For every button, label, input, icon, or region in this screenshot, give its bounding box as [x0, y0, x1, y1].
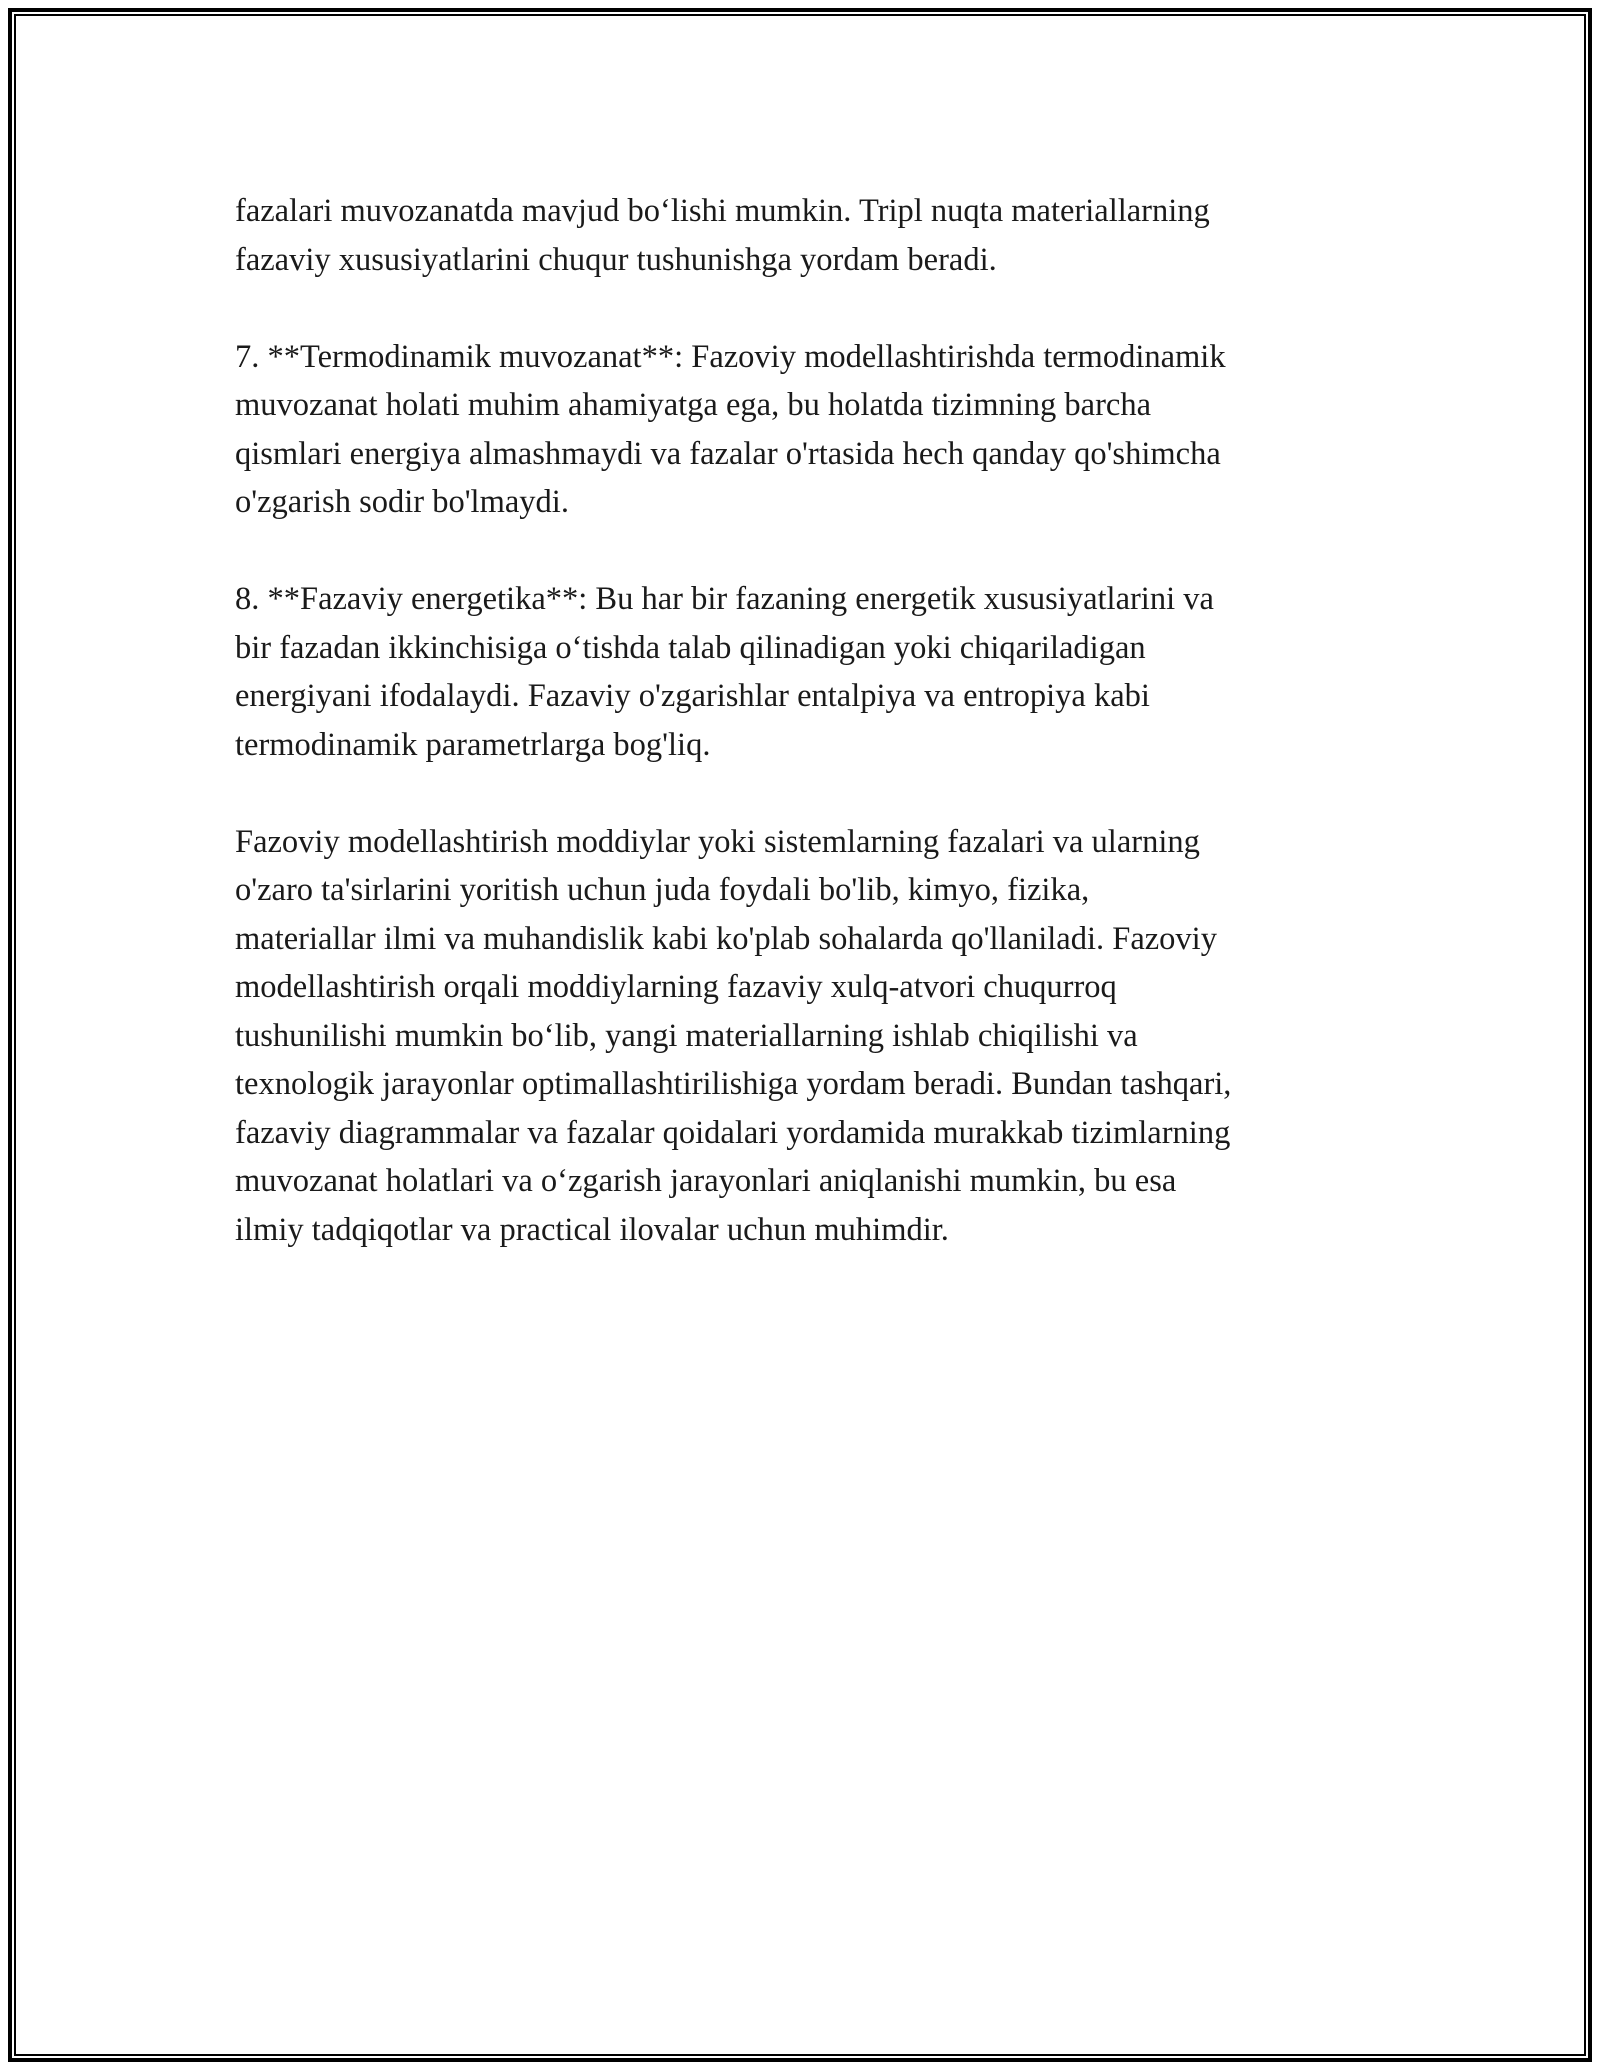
paragraph-thermodynamic-equilibrium: 7. **Termodinamik muvozanat**: Fazoviy modellashtirishda termodinamik muvozanat holati muhim ahamiyatga ega, bu holatda tizimning barcha qismlari energiya almashmaydi va fazalar o'rtasida hech qanday qo'shimcha o'zgarish sodir bo'lmaydi.: [235, 338, 1226, 520]
paragraph-conclusion: Fazoviy modellashtirish moddiylar yoki sistemlarning fazalari va ularning o'zaro ta'sirlarini yoritish uchun juda foydali bo'lib, kimyo, fizika, materiallar ilmi va muhandislik kabi ko'plab sohalarda qo'llaniladi. Fazoviy modellashtirish orqali moddiylarning fazaviy xulq-atvori chuqurroq tushunilishi mumkin bo‘lib, yangi materiallarning ishlab chiqilishi va texnologik jarayonlar optimallashtirilishiga yordam beradi. Bundan tashqari, fazaviy diagrammalar va fazalar qoidalari yordamida murakkab tizimlarning muvozanat holatlari va o‘zgarish jarayonlari aniqlanishi mumkin, bu esa ilmiy tadqiqotlar va practical ilovalar uchun muhimdir.: [235, 823, 1232, 1248]
paragraph-phase-energetics: 8. **Fazaviy energetika**: Bu har bir fazaning energetik xususiyatlarini va bir fazadan ikkinchisiga o‘tishda talab qilinadigan yoki chiqariladigan energiyani ifodalaydi. Fazaviy o'zgarishlar entalpiya va entropiya kabi termodinamik parametrlarga bog'liq.: [235, 581, 1214, 763]
document-body: [235, 187, 1365, 1303]
paragraph-triple-point-continuation: fazalari muvozanatda mavjud bo‘lishi mumkin. Tripl nuqta materiallarning fazaviy xususiyatlarini chuqur tushunishga yordam beradi.: [235, 193, 1210, 278]
